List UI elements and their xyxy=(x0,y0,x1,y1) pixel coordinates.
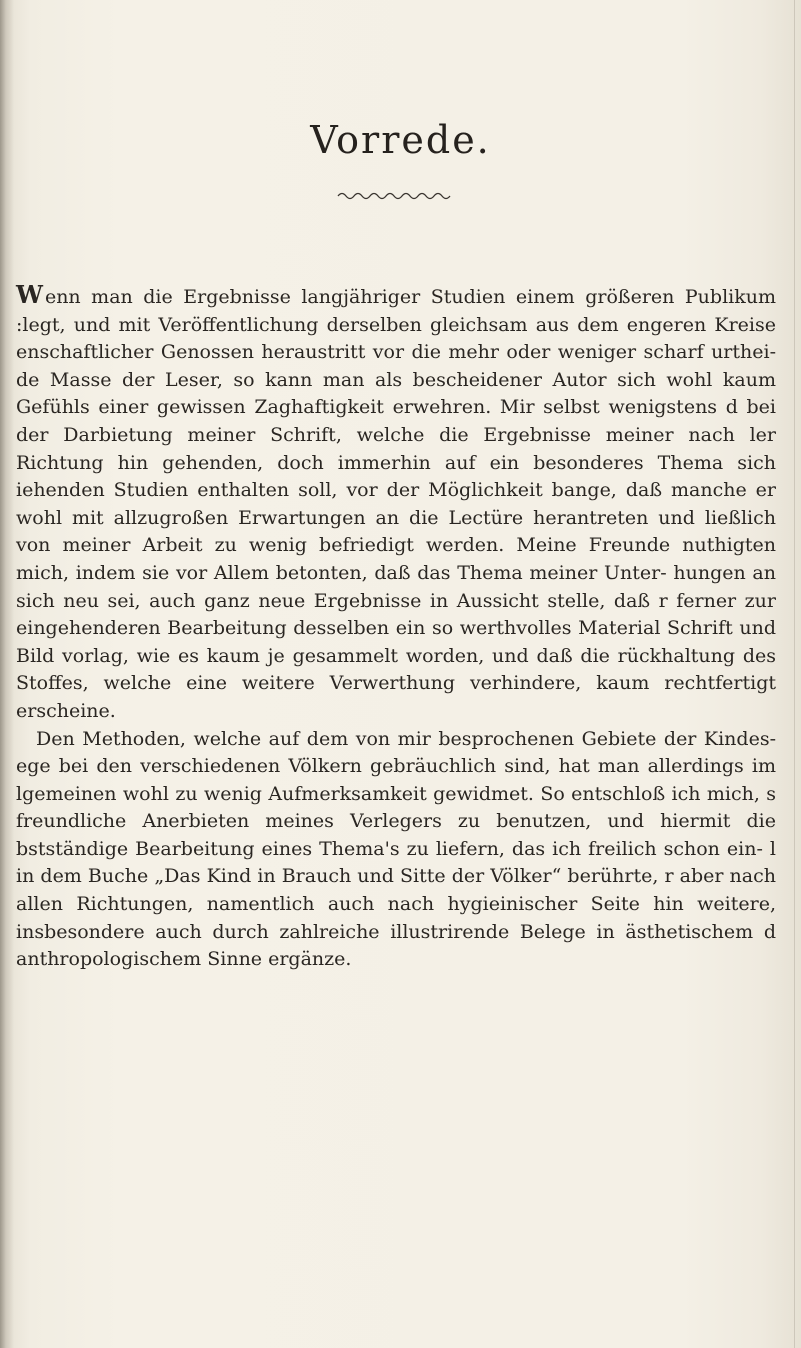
binding-gutter-shadow xyxy=(0,0,14,1348)
chapter-title: Vorrede. xyxy=(310,118,491,162)
paragraph-1 xyxy=(16,281,776,726)
page-right-edge xyxy=(794,0,795,1348)
wavy-ornament-divider xyxy=(336,189,454,203)
preface-body xyxy=(16,281,776,974)
initial-letter: W xyxy=(16,280,43,309)
paragraph-2 xyxy=(16,726,776,974)
paragraph-2-text: Den Methoden, welche auf dem von mir besprochenen Gebiete der Kindes- ege bei den verschiedenen Völkern gebräuchlich sind, hat man allerdings im lgemeinen wohl zu wenig Aufmerksamkeit gewidmet. So entschloß ich mich, s freundliche Anerbieten meines Verlegers zu benutzen, und hiermit die bstständige Bearbeitung eines Thema's zu liefern, das ich freilich schon ein- l in dem Buche „Das Kind in Brauch und Sitte der Völker“ berührte, r aber nach allen Richtungen, namentlich auch nach hygieinischer Seite hin weitere, insbesondere auch durch zahlreiche illustrirende Belege in ästhetischem d anthropologischem Sinne ergänze. xyxy=(16,727,776,971)
paragraph-1-text: enn man die Ergebnisse langjähriger Studien einem größeren Publikum :legt, und mit Veröffentlichung derselben gleichsam aus dem engeren Kreise enschaftlicher Genossen heraustritt vor die mehr oder weniger scharf urthei- de Masse der Leser, so kann man als bescheidener Autor sich wohl kaum Gefühls einer gewissen Zaghaftigkeit erwehren. Mir selbst wenigstens d bei der Darbietung meiner Schrift, welche die Ergebnisse meiner nach ler Richtung hin gehenden, doch immerhin auf ein besonderes Thema sich iehenden Studien enthalten soll, vor der Möglichkeit bange, daß manche er wohl mit allzugroßen Erwartungen an die Lectüre herantreten und ließlich von meiner Arbeit zu wenig befriedigt werden. Meine Freunde nuthigten mich, indem sie vor Allem betonten, daß das Thema meiner Unter- hungen an sich neu sei, auch ganz neue Ergebnisse in Aussicht stelle, daß r ferner zur eingehenderen Bearbeitung desselben ein so werthvolles Material Schrift und Bild vorlag, wie es kaum je gesammelt worden, und daß die rückhaltung des Stoffes, welche eine weitere Verwerthung verhindere, kaum rechtfertigt erscheine. xyxy=(16,286,776,722)
